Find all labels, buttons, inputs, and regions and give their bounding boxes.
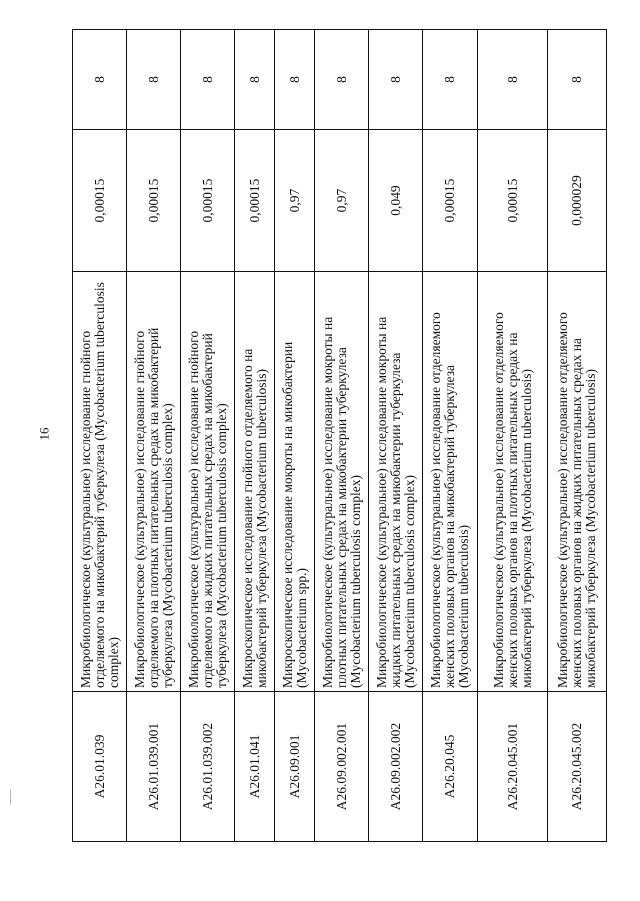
service-name: Микробиологическое (культуральное) исследование гнойного отделяемого на микобактерий туберкулеза (Mycobacterium tuberculosis complex): [73, 272, 127, 692]
service-code: A26.09.002.001: [315, 692, 369, 842]
service-name: Микробиологическое (культуральное) исследование гнойного отделяемого на плотных питательных средах на микобактерий туберкулеза (Mycobacterium tuberculosis complex): [127, 272, 181, 692]
multiplicity-value: 8: [369, 30, 423, 130]
table-row: [548, 30, 607, 842]
service-name: Микроскопическое исследование мокроты на микобактерии (Mycobacterium spp.): [275, 272, 315, 692]
page-number: 16: [36, 427, 52, 441]
frequency-value: 0,00015: [478, 130, 548, 272]
frequency-value: 0,00015: [127, 130, 181, 272]
table-wrapper: [72, 30, 606, 842]
table-row: [423, 30, 478, 842]
service-code: A26.09.001: [275, 692, 315, 842]
service-name: Микробиологическое (культуральное) исследование мокроты на плотных питательных средах на микобактерии туберкулеза (Mycobacterium tuberculosis complex): [315, 272, 369, 692]
service-name: Микробиологическое (культуральное) исследование отделяемого женских половых органов на микобактерий туберкулеза (Mycobacterium tuberculosis): [423, 272, 478, 692]
service-code: A26.01.039: [73, 692, 127, 842]
table-row: [73, 30, 127, 842]
frequency-value: 0,97: [275, 130, 315, 272]
table-row: [369, 30, 423, 842]
table-row: [181, 30, 235, 842]
service-code: A26.09.002.002: [369, 692, 423, 842]
service-name: Микробиологическое (культуральное) исследование гнойного отделяемого на жидких питательных средах на микобактерий туберкулеза (Mycobacterium tuberculosis complex): [181, 272, 235, 692]
frequency-value: 0,00015: [181, 130, 235, 272]
frequency-value: 0,00015: [73, 130, 127, 272]
services-table: [72, 29, 607, 842]
service-name: Микробиологическое (культуральное) исследование отделяемого женских половых органов на плотных питательных средах на микобактерий туберкулеза (Mycobacterium tuberculosis): [478, 272, 548, 692]
frequency-value: 0,00015: [423, 130, 478, 272]
scan-artifact: [10, 790, 11, 804]
multiplicity-value: 8: [478, 30, 548, 130]
frequency-value: 0,97: [315, 130, 369, 272]
service-name: Микроскопическое исследование гнойного отделяемого на микобактерий туберкулеза (Mycobacterium tuberculosis): [235, 272, 275, 692]
table-row: [315, 30, 369, 842]
multiplicity-value: 8: [127, 30, 181, 130]
service-code: A26.20.045: [423, 692, 478, 842]
service-name: Микробиологическое (культуральное) исследование мокроты на жидких питательных средах на микобактерии туберкулеза (Mycobacterium tuberculosis complex): [369, 272, 423, 692]
table-row: [275, 30, 315, 842]
multiplicity-value: 8: [275, 30, 315, 130]
table-row: [127, 30, 181, 842]
multiplicity-value: 8: [315, 30, 369, 130]
table-row: [478, 30, 548, 842]
multiplicity-value: 8: [181, 30, 235, 130]
frequency-value: 0,00015: [235, 130, 275, 272]
service-code: A26.20.045.002: [548, 692, 607, 842]
multiplicity-value: 8: [548, 30, 607, 130]
multiplicity-value: 8: [235, 30, 275, 130]
service-name: Микробиологическое (культуральное) исследование отделяемого женских половых органов на жидких питательных средах на микобактерий туберкулеза (Mycobacterium tuberculosis): [548, 272, 607, 692]
service-code: A26.01.041: [235, 692, 275, 842]
service-code: A26.20.045.001: [478, 692, 548, 842]
service-code: A26.01.039.002: [181, 692, 235, 842]
multiplicity-value: 8: [73, 30, 127, 130]
service-code: A26.01.039.001: [127, 692, 181, 842]
table-row: [235, 30, 275, 842]
frequency-value: 0,000029: [548, 130, 607, 272]
frequency-value: 0,049: [369, 130, 423, 272]
multiplicity-value: 8: [423, 30, 478, 130]
